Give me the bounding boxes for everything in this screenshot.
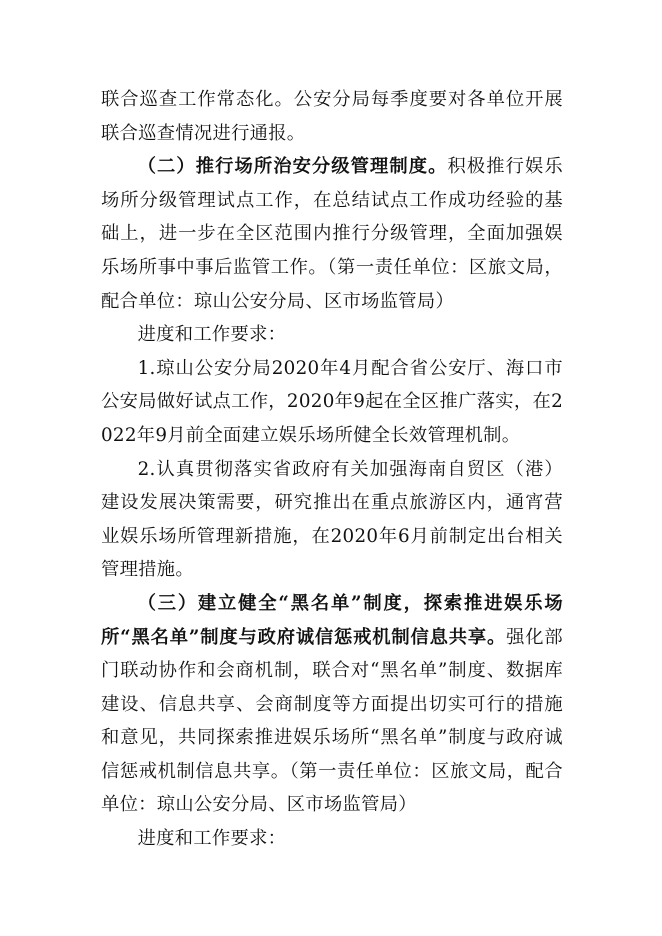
progress-requirements-label-2: 进度和工作要求： xyxy=(137,828,287,850)
section-three-heading: （三）建立健全“黑名单”制度，探索推进娱乐场所“黑名单”制度与政府诚信惩戒机制信息共享。 xyxy=(101,592,563,648)
section-two-heading: （二）推行场所治安分级管理制度。 xyxy=(137,156,448,178)
paragraph-section-three xyxy=(101,587,563,822)
document-body xyxy=(101,83,563,856)
requirement-item-1: 1.琼山公安分局2020年4月配合省公安厅、海口市公安局做好试点工作，2020年9起在全区推广落实，在2022年9月前全面建立娱乐场所健全长效管理机制。 xyxy=(101,357,563,446)
requirement-item-2: 2.认真贯彻落实省政府有关加强海南自贸区（港）建设发展决策需要，研究推出在重点旅游区内，通宵营业娱乐场所管理新措施，在2020年6月前制定出台相关管理措施。 xyxy=(101,458,563,581)
section-two-body: 积极推行娱乐场所分级管理试点工作，在总结试点工作成功经验的基础上，进一步在全区范围内推行分级管理，全面加强娱乐场所事中事后监管工作。（第一责任单位：区旅文局，配合单位：琼山公安分局、区市场监管局） xyxy=(101,156,563,312)
progress-requirements-label: 进度和工作要求： xyxy=(137,324,287,346)
paragraph-section-two xyxy=(101,150,563,318)
section-three-body: 强化部门联动协作和会商机制，联合对“黑名单”制度、数据库建设、信息共享、会商制度等方面提出切实可行的措施和意见，共同探索推进娱乐场所“黑名单”制度与政府诚信惩戒机制信息共享。（第一责任单位：区旅文局，配合单位：琼山公安分局、区市场监管局） xyxy=(101,626,563,816)
paragraph-continuation: 联合巡查工作常态化。公安分局每季度要对各单位开展联合巡查情况进行通报。 xyxy=(101,89,563,144)
